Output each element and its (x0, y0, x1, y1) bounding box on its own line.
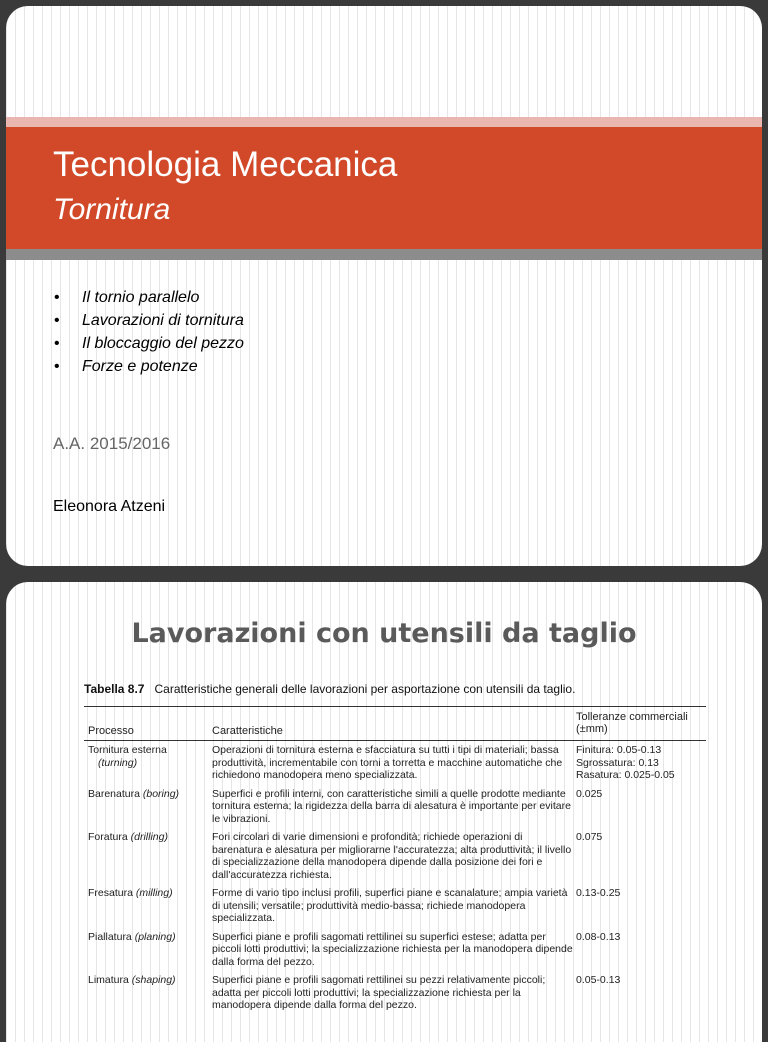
content-slide (6, 582, 762, 1042)
list-item: • Forze e potenze (54, 355, 244, 378)
table-row (84, 884, 706, 928)
row-process: Limatura (shaping) (88, 974, 176, 986)
header-tolerance-title: Tolleranze commerciali (576, 711, 688, 723)
row-process: Foratura (drilling) (88, 831, 168, 843)
row-process: Tornitura esterna (turning) (88, 744, 167, 769)
table-caption (84, 682, 575, 696)
bullet-marker: • (54, 335, 60, 352)
list-item: • Lavorazioni di tornitura (54, 309, 244, 332)
table-row (84, 828, 706, 884)
machining-table (84, 706, 706, 1015)
header-tolerance-unit: (±mm) (576, 723, 608, 735)
list-item: • Il bloccaggio del pezzo (54, 332, 244, 355)
list-item: • Il tornio parallelo (54, 286, 244, 309)
row-tolerance: 0.08-0.13 (576, 930, 621, 943)
bullet-marker: • (54, 289, 60, 306)
table-caption-text: Caratteristiche generali delle lavorazioni per asportazione con utensili da taglio. (154, 682, 576, 696)
table-row (84, 785, 706, 829)
title-slide (6, 6, 762, 566)
slide-title: Tecnologia Meccanica (53, 145, 398, 184)
row-tolerance: Finitura: 0.05-0.13 Sgrossatura: 0.13 Rasatura: 0.025-0.05 (576, 744, 675, 781)
table-row (84, 741, 706, 785)
author-name: Eleonora Atzeni (53, 498, 166, 515)
slide-title: Lavorazioni con utensili da taglio (131, 618, 637, 649)
header-band-light (6, 117, 762, 127)
table-row (84, 971, 706, 1015)
slide-subtitle: Tornitura (53, 193, 171, 226)
table-caption-label: Tabella 8.7 (84, 682, 145, 696)
topic-list (54, 286, 244, 378)
row-tolerance: 0.025 (576, 787, 603, 800)
header-band-gray (6, 249, 762, 260)
row-features: Superfici piane e profili sagomati rettilinei su superfici estese; adatta per piccoli lotti produttivi; la specializzazione richiesta per la manodopera dipende dalla forma del pezzo. (212, 930, 573, 968)
row-process: Piallatura (planing) (88, 930, 176, 943)
table-row (84, 928, 706, 972)
bullet-marker: • (54, 312, 60, 329)
academic-year: A.A. 2015/2016 (53, 434, 171, 453)
row-tolerance: 0.13-0.25 (576, 887, 621, 899)
row-tolerance: 0.05-0.13 (576, 974, 621, 986)
row-features: Superfici piane e profili sagomati rettilinei su pezzi relativamente piccoli; adatta per piccoli lotti produttivi; la specializzazione richiesta per la manodopera dipende dalla forma del pezzo. (212, 974, 546, 1011)
header-tolerance (576, 711, 706, 737)
row-features: Operazioni di tornitura esterna e sfacciatura su tutti i tipi di materiali; bassa produttività, incrementabile con torni a torretta e macchine automatiche che richiedono manodopera meno specializzata. (212, 744, 563, 781)
row-process: Fresatura (milling) (88, 887, 173, 899)
row-features: Fori circolari di varie dimensioni e profondità; richiede operazioni di barenatura e alesatura per migliorarne l'accuratezza; alta produttività; il livello di specializzazione della manodopera dipende dalla posizione dei fori e dall'accuratezza richiesta. (212, 831, 572, 881)
bullet-marker: • (54, 358, 60, 375)
row-tolerance: 0.075 (576, 831, 603, 843)
table-header (84, 707, 706, 740)
row-features: Forme di vario tipo inclusi profili, superfici piane e scanalature; ampia varietà di utensili; versatile; produttività medio-bassa; richiede manodopera specializzata. (212, 887, 568, 924)
header-process: Processo (88, 725, 134, 737)
row-features: Superfici e profili interni, con caratteristiche simili a quelle prodotte mediante tornitura esterna; la rigidezza della barra di alesatura è importante per evitare le vibrazioni. (212, 787, 571, 825)
row-process: Barenatura (boring) (88, 787, 180, 800)
header-features: Caratteristiche (212, 725, 283, 737)
